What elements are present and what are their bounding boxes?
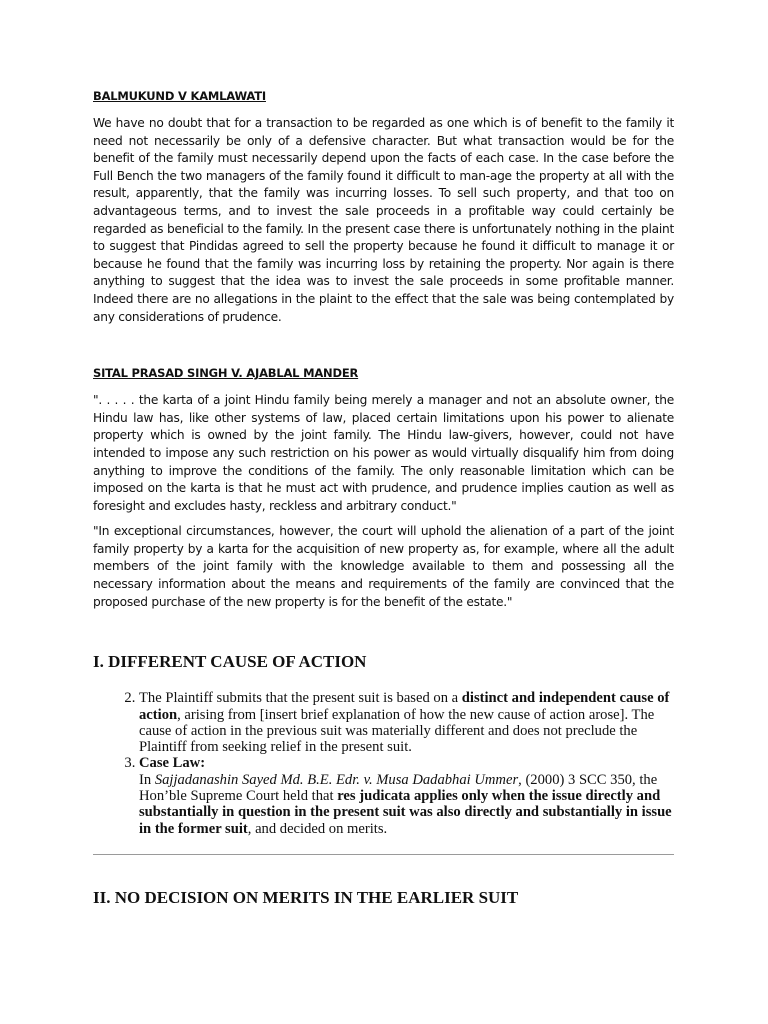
item-text: , (2000) 3 SCC 350, the Hon’ble Supreme Court held that — [139, 771, 658, 805]
item-text: , and decided on merits. — [247, 820, 388, 837]
argument-list — [93, 690, 674, 837]
item-text: , arising from [insert brief explanation of how the new cause of action arose]. The cause of action in the previous suit was materially different and does not preclude the Plaintiff from seeking relief in the present suit. — [139, 706, 655, 756]
item-emphasis: distinct and independent cause of action — [139, 690, 670, 723]
case-excerpt-sital-prasad-2: "In exceptional circumstances, however, the court will uphold the alienation of a part of the joint family property by a karta for the acquisition of new property as, for example, where all the adult members of the joint family with the knowledge available to them and possessing all the necessary information about the means and requirements of the family are convinced that the proposed purchase of the new property is for the benefit of the estate." — [93, 524, 674, 609]
item-text: The Plaintiff submits that the present suit is based on a — [139, 690, 462, 707]
section-heading-different-cause: I. DIFFERENT CAUSE OF ACTION — [93, 652, 367, 672]
document-body — [93, 88, 674, 909]
case-excerpt-balmukund: We have no doubt that for a transaction to be regarded as one which is of benefit to the family it need not necessarily be only of a defensive character. But what transaction would be for the benefit of the family must necessarily depend upon the facts of each case. In the case before the Full Bench the two managers of the family found it difficult to man-age the property at all with the result, apparently, that the family was incurring losses. To sell such property, and that too on advantageous terms, and to invest the sale proceeds in a profitable way could certainly be regarded as beneficial to the family. In the present case there is unfortunately nothing in the plaint to suggest that Pindidas agreed to sell the property because he found it difficult to manage it or because he found that the family was incurring loss by retaining the property. Nor again is there anything to suggest that the idea was to invest the sale proceeds in some profitable manner. Indeed there are no allegations in the plaint to the effect that the sale was being contemplated by any considerations of prudence. — [93, 116, 674, 324]
item-text: In — [139, 771, 155, 788]
case-title-balmukund: BALMUKUND V KAMLAWATI — [93, 89, 266, 103]
section-divider — [93, 854, 674, 855]
case-citation-name: Sajjadanashin Sayed Md. B.E. Edr. v. Musa Dadabhai Ummer — [154, 771, 519, 788]
spacer — [93, 515, 674, 523]
item-emphasis: res judicata applies only when the issue directly and substantially in question in the present suit was also directly and substantially in issue in the former suit — [139, 788, 672, 837]
section-heading-no-decision: II. NO DECISION ON MERITS IN THE EARLIER SUIT — [93, 887, 519, 907]
case-excerpt-sital-prasad-1: ". . . . . the karta of a joint Hindu family being merely a manager and not an absolute owner, the Hindu law has, like other systems of law, placed certain limitations upon his power to alienate property which is owned by the joint family. The Hindu law-givers, however, could not have intended to impose any such restriction on his power as would virtually disqualify him from doing anything to improve the conditions of the family. The only reasonable limitation which can be imposed on the karta is that he must act with prudence, and prudence implies caution as well as foresight and excludes hasty, reckless and arbitrary conduct." — [93, 393, 674, 513]
spacer — [93, 326, 674, 365]
case-law-label: Case Law: — [139, 755, 206, 772]
argument-item-distinct-cause — [139, 690, 674, 755]
case-title-sital-prasad: SITAL PRASAD SINGH V. AJABLAL MANDER — [93, 366, 359, 381]
argument-item-case-law — [139, 755, 674, 836]
